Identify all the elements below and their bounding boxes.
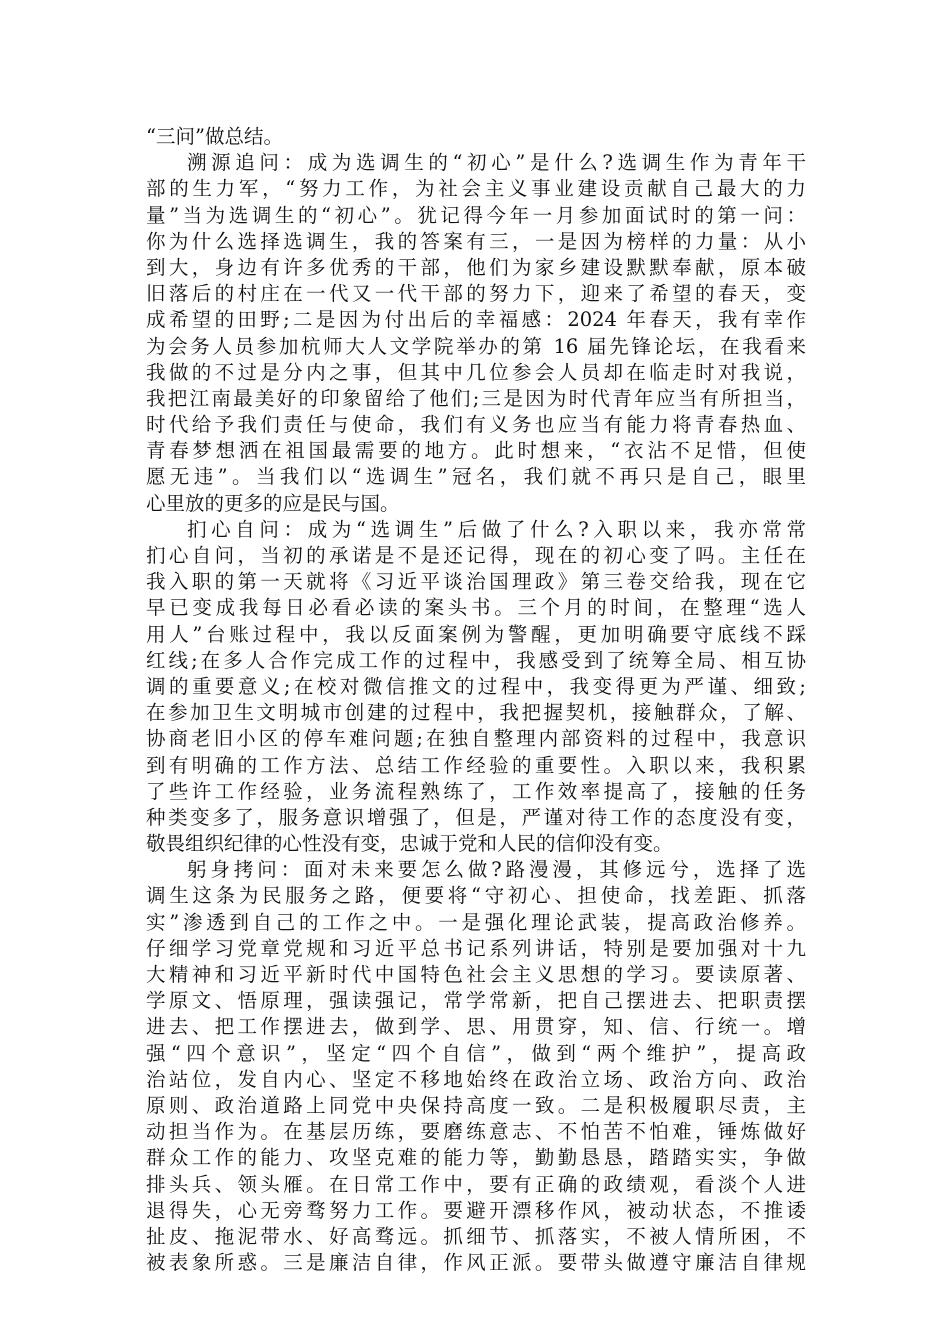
text-line: 进去、把工作摆进去，做到学、思、用贯穿，知、信、行统一。增 bbox=[146, 1015, 806, 1039]
text-line: 心里放的更多的应是民与国。 bbox=[146, 491, 400, 515]
text-line: 在参加卫生文明城市创建的过程中，我把握契机，接触群众，了解、 bbox=[146, 701, 806, 725]
text-line: 旧落后的村庄在一代又一代干部的努力下，迎来了希望的春天，变 bbox=[146, 282, 806, 306]
text-line: 调的重要意义;在校对微信推文的过程中，我变得更为严谨、细致; bbox=[146, 674, 806, 698]
text-line: 调生这条为民服务之路，便要将“守初心、担使命，找差距、抓落 bbox=[146, 884, 806, 908]
text-line: 退得失，心无旁骛努力工作。要避开漂移作风，被动状态，不推诿 bbox=[146, 1198, 806, 1222]
text-line: 敬畏组织纪律的心性没有变，忠诚于党和人民的信仰没有变。 bbox=[146, 832, 673, 856]
text-line: 协商老旧小区的停车难问题;在独自整理内部资料的过程中，我意识 bbox=[146, 727, 806, 751]
text-line: 量”当为选调生的“初心”。犹记得今年一月参加面试时的第一问： bbox=[146, 203, 806, 227]
text-line: 群众工作的能力、攻坚克难的能力等，勤勤恳恳，踏踏实实，争做 bbox=[146, 1146, 806, 1170]
text-line: 为会务人员参加杭师大人文学院举办的第 16 届先锋论坛，在我看来 bbox=[146, 334, 806, 358]
text-line: 青春梦想洒在祖国最需要的地方。此时想来，“衣沾不足惜，但使 bbox=[146, 439, 806, 463]
text-line: 我把江南最美好的印象留给了他们;三是因为时代青年应当有所担当， bbox=[146, 386, 806, 410]
text-line: 仔细学习党章党规和习近平总书记系列讲话，特别是要加强对十九 bbox=[146, 936, 806, 960]
text-line: 强“四个意识”，坚定“四个自信”，做到“两个维护”，提高政 bbox=[146, 1041, 806, 1065]
text-line: 实”渗透到自己的工作之中。一是强化理论武装，提高政治修养。 bbox=[146, 910, 806, 934]
text-line: 种类变多了，服务意识增强了，但是，严谨对待工作的态度没有变， bbox=[146, 805, 806, 829]
paragraph-first-line: 扪心自问：成为“选调生”后做了什么?入职以来，我亦常常 bbox=[187, 517, 806, 541]
text-line: 动担当作为。在基层历练，要磨练意志、不怕苦不怕难，锤炼做好 bbox=[146, 1120, 806, 1144]
text-line: 到大，身边有许多优秀的干部，他们为家乡建设默默奉献，原本破 bbox=[146, 255, 806, 279]
text-line: 红线;在多人合作完成工作的过程中，我感受到了统筹全局、相互协 bbox=[146, 648, 806, 672]
text-line: 成希望的田野;二是因为付出后的幸福感：2024 年春天，我有幸作 bbox=[146, 308, 806, 332]
text-line: 我做的不过是分内之事，但其中几位参会人员却在临走时对我说， bbox=[146, 360, 806, 384]
text-line: 部的生力军，“努力工作，为社会主义事业建设贡献自己最大的力 bbox=[146, 177, 806, 201]
text-line: 你为什么选择选调生，我的答案有三，一是因为榜样的力量：从小 bbox=[146, 229, 806, 253]
text-line: 排头兵、领头雁。在日常工作中，要有正确的政绩观，看淡个人进 bbox=[146, 1172, 806, 1196]
paragraph-first-line: 躬身拷问：面对未来要怎么做?路漫漫，其修远兮，选择了选 bbox=[187, 858, 806, 882]
document-body bbox=[146, 124, 806, 1276]
text-line: 大精神和习近平新时代中国特色社会主义思想的学习。要读原著、 bbox=[146, 963, 806, 986]
paragraph-first-line: 溯源追问：成为选调生的“初心”是什么?选调生作为青年干 bbox=[187, 151, 806, 175]
text-line: 了些许工作经验，业务流程熟练了，工作效率提高了，接触的任务 bbox=[146, 779, 806, 803]
text-line: 被表象所惑。三是廉洁自律，作风正派。要带头做遵守廉洁自律规 bbox=[146, 1251, 806, 1275]
text-line: 到有明确的工作方法、总结工作经验的重要性。入职以来，我积累 bbox=[146, 753, 806, 777]
text-line: 原则、政治道路上同党中央保持高度一致。二是积极履职尽责，主 bbox=[146, 1093, 806, 1117]
text-line: 治站位，发自内心、坚定不移地始终在政治立场、政治方向、政治 bbox=[146, 1067, 806, 1091]
text-line: 用人”台账过程中，我以反面案例为警醒，更加明确要守底线不踩 bbox=[146, 622, 806, 646]
text-line: “三问”做总结。 bbox=[146, 125, 283, 148]
text-line: 我入职的第一天就将《习近平谈治国理政》第三卷交给我，现在它 bbox=[146, 570, 806, 594]
text-line: 时代给予我们责任与使命，我们有义务也应当有能力将青春热血、 bbox=[146, 413, 806, 437]
text-line: 扯皮、拖泥带水、好高骛远。抓细节、抓落实，不被人情所困，不 bbox=[146, 1224, 806, 1248]
text-line: 早已变成我每日必看必读的案头书。三个月的时间，在整理“选人 bbox=[146, 596, 806, 620]
text-line: 扪心自问，当初的承诺是不是还记得，现在的初心变了吗。主任在 bbox=[146, 544, 806, 567]
text-line: 愿无违”。当我们以“选调生”冠名，我们就不再只是自己，眼里 bbox=[146, 465, 806, 489]
text-line: 学原文、悟原理，强读强记，常学常新，把自己摆进去、把职责摆 bbox=[146, 989, 806, 1013]
